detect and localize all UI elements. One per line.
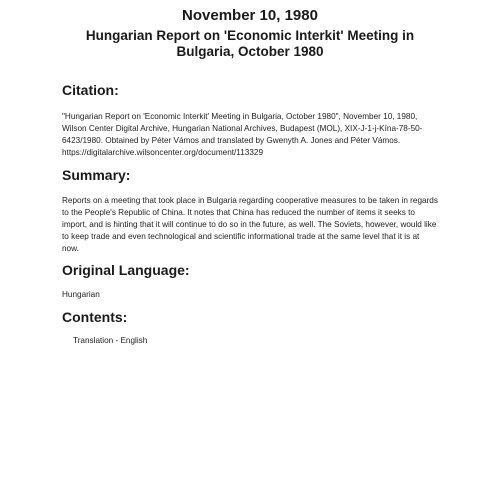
document-title-line-2: Bulgaria, October 1980 xyxy=(176,44,324,59)
contents-heading: Contents: xyxy=(62,309,128,325)
original-language-heading: Original Language: xyxy=(62,262,190,278)
citation-heading: Citation: xyxy=(62,82,119,98)
document-title-line-1: Hungarian Report on 'Economic Interkit' Meeting in xyxy=(85,28,415,43)
citation-text: "Hungarian Report on 'Economic Interkit' Meeting in Bulgaria, October 1980", November 10, 1980, Wilson Center Digital Archive, Hungarian National Archives, Budapest (MOL), XIX-J-1-j-Kína-78-50-6423/1980. Obtained by Péter Vámos and translated by Gwenyth A. Jones and Péter Vámos. https://digitalarchive.wilsoncenter.org/document/113329 xyxy=(62,112,423,157)
summary-text: Reports on a meeting that took place in Bulgaria regarding cooperative measures to be taken in regards to the People's Republic of China. It notes that China has reduced the number of items it seeks to import, and is hinting that it will continue to do so in the future, as well. The Soviets, however, would like to keep trade and even technological and scientific informational trade at the same level that it is at now. xyxy=(62,196,438,253)
contents-item-translation: Translation - English xyxy=(73,336,148,345)
document-title xyxy=(40,28,460,60)
summary-heading: Summary: xyxy=(62,167,131,183)
original-language-value: Hungarian xyxy=(62,290,100,299)
document-date: November 10, 1980 xyxy=(182,7,318,24)
